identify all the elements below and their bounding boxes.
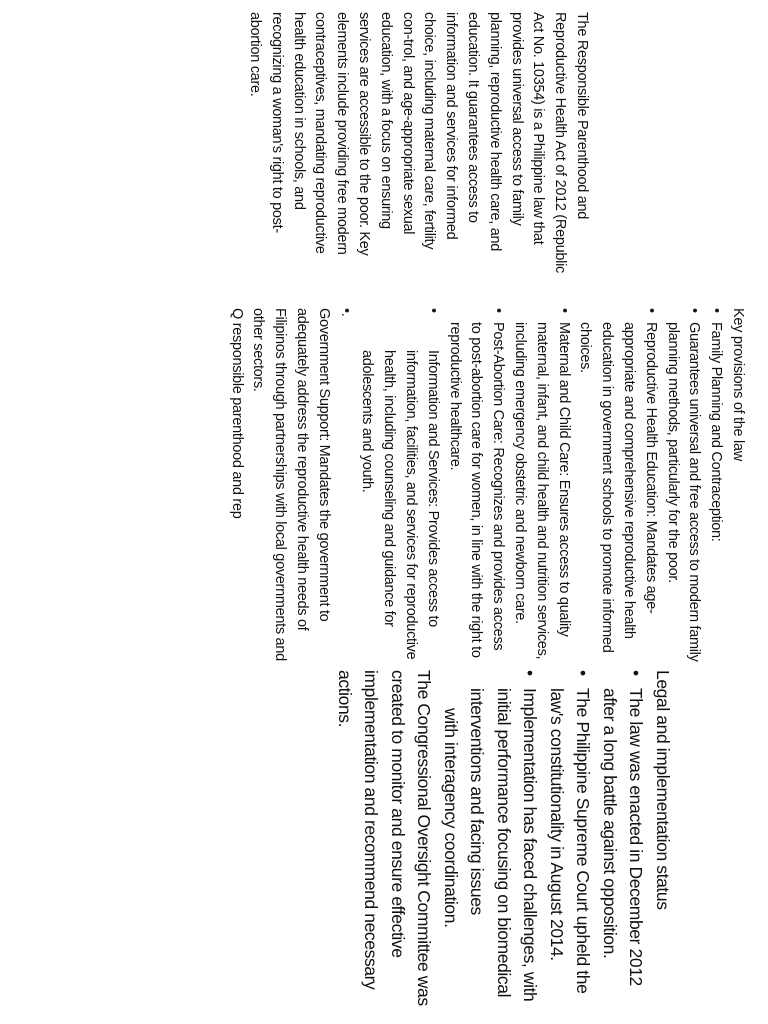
list-item-enacted [597,670,650,1008]
bullet-icon: • [555,308,572,313]
legal-status-heading: Legal and implementation status [653,670,673,910]
list-item-supreme-court [544,670,597,1008]
truncated-fragment: Q responsible parenthood and rep [228,308,245,519]
list-item-family-planning [704,308,726,663]
list-item-family-planning-body [661,308,705,663]
supreme-court-text: The Philippine Supreme Court upheld the law's constitutionality in August 2014. [547,688,594,994]
stray-bullet-mark: •. [337,308,354,317]
family-planning-body: Guarantees universal and free access to modern family planning methods, particularly for the poor. [664,322,703,662]
list-item-maternal [508,308,573,663]
key-provisions-list [356,308,727,663]
education-text: Reproductive Health Education: Mandates age-appropriate and comprehensive reproductive health education in government schools to promote informed choices. [577,322,659,653]
implementation-text: Implementation has faced challenges, with initial performance focusing on biomedical interventions and facing issues [467,688,541,1002]
list-item-information [356,308,443,663]
bullet-icon: • [686,308,703,313]
bullet-icon: • [642,308,659,313]
oversight-text: The Congressional Oversight Committee was created to monitor and ensure effective implementation and recommend necessary actions. [335,670,435,1006]
key-provisions-section [225,308,748,663]
key-provisions-heading: Key provisions of the law [730,308,746,461]
legal-status-list [464,670,650,1008]
bullet-icon: • [520,670,541,676]
information-text: Information and Services: Provides access to information, facilities, and services for reproductive health, including counseling and guidance for adolescents and youth. [359,350,441,660]
government-support-text: Government Support: Mandates the government to adequately address the reproductive health needs of Filipinos through partnerships with local governments and other sectors. [250,308,332,661]
bullet-icon: • [490,308,507,313]
bullet-icon: • [424,308,441,313]
post-abortion-text: Post-Abortion Care: Recognizes and provides access to post-abortion care for women, in line with the right to reproductive healthcare. [446,322,507,658]
intro-paragraph: The Responsible Parenthood and Reproductive Health Act of 2012 (Republic Act No. 10354) is a Philippine law that provides universal access to family planning, reproductive health care, and education. It guarantees access to information and services for informed choice, including maternal care, fertility con-trol, and age-appropriate sexual education, with a focus on ensuring services are accessible to the poor. Key elements include providing free modern contraceptives, mandating reproductive health education in schools, and recognizing a woman's right to post-abortion care. [247,12,590,273]
maternal-text: Maternal and Child Care: Ensures access to quality maternal, infant, and child health and nutrition services, including emergency obstetric and newborn care. [512,322,572,660]
list-item-education [574,308,661,663]
legal-status-section [332,670,677,1008]
bullet-icon: • [573,670,594,676]
family-planning-title: Family Planning and Contraception: [708,322,725,542]
enacted-text: The law was enacted in December 2012 after a long battle against opposition. [600,688,647,986]
bullet-icon: • [708,308,725,313]
implementation-tail: with interagency coordination. [441,708,461,928]
intro-paragraph-block [243,12,592,277]
bullet-icon: • [626,670,647,676]
list-item-implementation [464,670,544,1008]
list-item-post-abortion [443,308,508,663]
